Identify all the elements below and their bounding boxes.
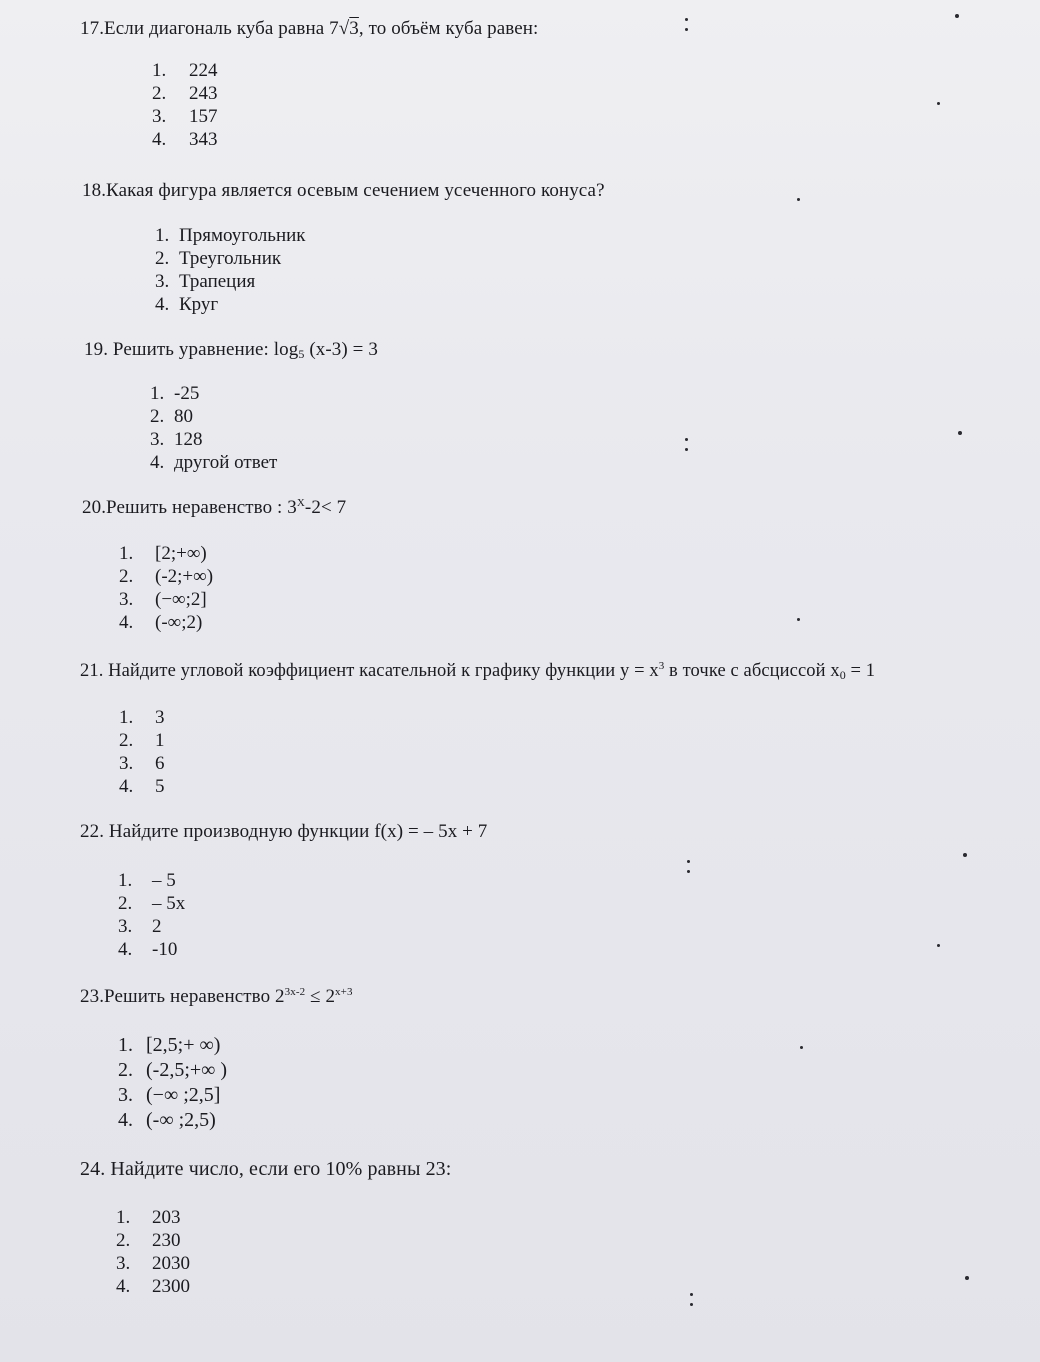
paper-speck [685,28,688,31]
option-2 [116,1229,190,1252]
paper-speck [690,1293,693,1296]
option-3 [118,1083,227,1108]
option-4 [119,611,213,634]
option-label: [2,5;+ ∞) [146,1034,221,1056]
option-number: 2. [118,893,133,914]
option-4 [152,128,218,151]
option-number: 3. [118,1084,133,1106]
question-text-part: ≤ 2 [305,986,336,1007]
option-4 [119,775,165,798]
option-number: 2. [118,1059,133,1081]
paper-speck [687,860,690,863]
option-label: – 5x [152,893,186,914]
option-2 [155,247,306,270]
paper-speck [685,448,688,451]
options-list [152,59,218,151]
question-text [80,986,353,1008]
question-text: 18.Какая фигура является осевым сечением усеченного конуса? [82,180,605,201]
paper-speck [958,431,962,435]
option-1 [119,706,165,729]
paper-speck [955,14,959,18]
question-text-part: 23.Решить неравенство 2 [80,986,285,1007]
paper-speck [965,1276,969,1280]
option-number: 1. [155,225,170,246]
option-label: Круг [179,294,219,315]
option-4 [118,1108,227,1133]
options-list [119,706,165,798]
option-label: 224 [189,60,218,81]
option-label: Треугольник [179,248,282,269]
paper-speck [685,438,688,441]
sqrt-sign: √ [338,18,350,39]
question-text-part: -2< 7 [304,497,347,518]
subscript: 0 [839,668,846,682]
option-1 [155,224,306,247]
exponent: X [296,497,305,509]
question-text [80,660,875,683]
option-label: (-2,5;+∞ ) [146,1059,228,1081]
option-number: 1. [118,870,133,891]
paper-speck [963,853,967,857]
option-label: -10 [152,939,178,960]
question-text-part: 21. Найдите угловой коэффициент касательной к графику функции y = x [80,661,659,681]
sqrt-radicand: 3 [349,18,359,39]
option-label: 243 [189,83,218,104]
paper-speck [800,1046,803,1049]
option-label: 2030 [152,1253,190,1274]
option-1 [152,59,218,82]
paper-speck [685,18,688,21]
option-number: 2. [152,83,167,104]
option-number: 3. [152,106,167,127]
option-label: 343 [189,129,218,150]
option-number: 1. [118,1034,133,1056]
option-3 [116,1252,190,1275]
option-1 [118,869,185,892]
paper-speck [690,1303,693,1306]
option-4 [116,1275,190,1298]
option-1 [118,1033,227,1058]
exponent: 3 [658,660,665,672]
option-label: 80 [174,406,193,427]
options-list [119,542,213,634]
option-number: 1. [152,60,167,81]
log-base: 5 [298,347,305,361]
option-label: -25 [174,383,200,404]
option-number: 2. [116,1230,131,1251]
question-text-part: 20.Решить неравенство : 3 [82,497,297,518]
option-label: 3 [155,707,165,728]
option-2 [118,892,185,915]
option-2 [119,729,165,752]
options-list [116,1206,190,1298]
option-number: 3. [116,1253,131,1274]
exponent: 3x-2 [284,986,306,998]
option-number: 3. [119,753,134,774]
option-label: (-2;+∞) [155,566,214,587]
option-3 [150,428,277,451]
option-label: 6 [155,753,165,774]
option-number: 2. [119,566,134,587]
paper-speck [687,870,690,873]
option-label: 230 [152,1230,181,1251]
option-label: (-∞;2) [155,612,203,633]
option-label: 203 [152,1207,181,1228]
option-4 [118,938,185,961]
option-label: другой ответ [174,452,278,473]
option-1 [116,1206,190,1229]
paper-speck [937,102,940,105]
option-label: Трапеция [179,271,256,292]
option-label: [2;+∞) [155,543,207,564]
exponent: x+3 [335,986,353,998]
option-2 [119,565,213,588]
options-list [150,382,277,474]
question-text: 24. Найдите число, если его 10% равны 23: [80,1158,452,1180]
question-text-part: (x-3) = 3 [304,339,378,360]
option-label: 5 [155,776,165,797]
option-1 [119,542,213,565]
option-number: 3. [150,429,165,450]
option-number: 1. [150,383,165,404]
option-number: 4. [119,612,134,633]
option-number: 2. [119,730,134,751]
option-label: (−∞ ;2,5] [146,1084,221,1106]
option-label: – 5 [152,870,176,891]
option-label: 1 [155,730,165,751]
option-number: 4. [118,939,133,960]
question-text [84,339,378,362]
option-number: 3. [119,589,134,610]
option-label: 157 [189,106,218,127]
option-2 [150,405,277,428]
option-4 [155,293,306,316]
option-3 [155,270,306,293]
option-label: Прямоугольник [179,225,306,246]
question-text [82,497,346,519]
option-number: 4. [155,294,170,315]
option-2 [118,1058,227,1083]
option-1 [150,382,277,405]
question-text [80,18,538,40]
paper-speck [937,944,940,947]
question-text-part: в точке с абсциссой x [664,661,840,681]
question-text-part: , то объём куба равен: [358,18,539,39]
options-list [155,224,306,316]
option-label: 2 [152,916,162,937]
option-3 [152,105,218,128]
option-label: 2300 [152,1276,190,1297]
option-3 [119,588,213,611]
option-4 [150,451,277,474]
question-text-part: 19. Решить уравнение: log [84,339,299,360]
question-text-part: = 1 [845,661,876,681]
question-text: 22. Найдите производную функции f(x) = – 5x + 7 [80,821,488,842]
option-label: (−∞;2] [155,589,207,610]
option-number: 2. [155,248,170,269]
option-number: 4. [119,776,134,797]
options-list [118,869,185,961]
option-3 [118,915,185,938]
option-number: 4. [152,129,167,150]
option-number: 4. [118,1109,133,1131]
option-number: 4. [116,1276,131,1297]
question-text-part: 17.Если диагональ куба равна 7 [80,18,339,39]
option-number: 1. [119,707,134,728]
option-number: 1. [116,1207,131,1228]
paper-speck [797,198,800,201]
option-number: 3. [155,271,170,292]
option-number: 1. [119,543,134,564]
options-list [118,1033,227,1133]
option-label: 128 [174,429,203,450]
paper-speck [797,618,800,621]
option-number: 3. [118,916,133,937]
option-number: 4. [150,452,165,473]
option-2 [152,82,218,105]
option-number: 2. [150,406,165,427]
option-3 [119,752,165,775]
option-label: (-∞ ;2,5) [146,1109,216,1131]
